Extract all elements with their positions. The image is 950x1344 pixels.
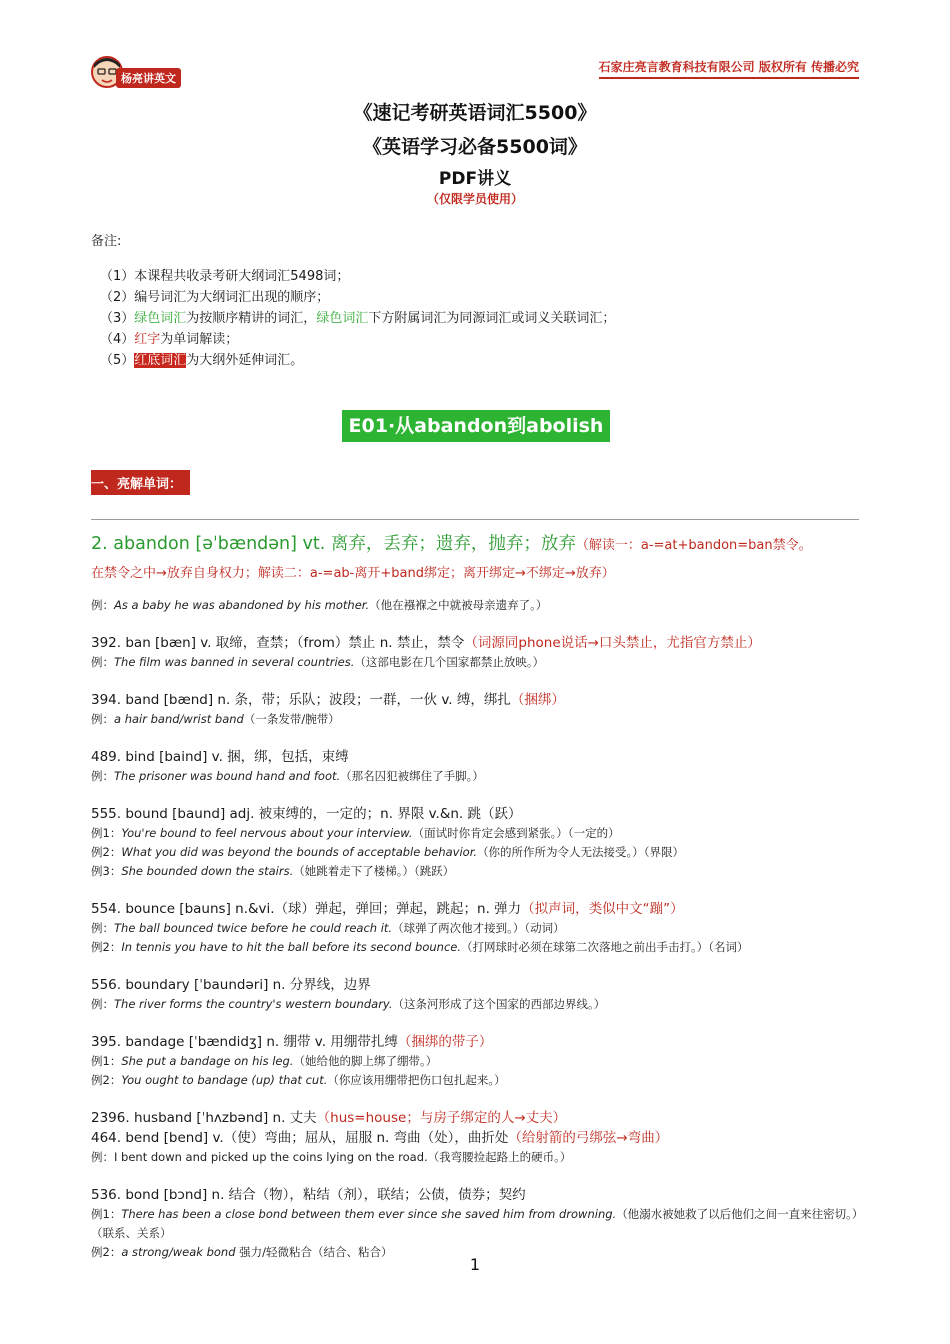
entry-abandon-note: 在禁令之中→放弃自身权力；解读二：a-=ab-离开+band绑定；离开绑定→不绑定→放弃） [91,566,615,581]
example-line: 例：The prisoner was bound hand and foot.（那名囚犯被绑住了手脚。） [91,769,484,783]
example-line: 例2：a strong/weak bond 强力/轻微粘合（结合、粘合） [91,1245,393,1259]
example-line: 例：As a baby he was abandoned by his mother.（他在襁褓之中就被母亲遗弃了。） [91,598,548,612]
note-5: （5）红底词汇为大纲外延伸词汇。 [100,353,304,368]
page-number: 1 [469,1255,481,1274]
note-2: （2）编号词汇为大纲词汇出现的顺序； [100,290,330,305]
example-line: 例：The film was banned in several countries.（这部电影在几个国家都禁止放映。） [91,655,545,669]
entry-ban: 392. ban [bæn] v. 取缔，查禁；（from）禁止 n. 禁止，禁令（词源同phone说话→口头禁止，尤指官方禁止） [91,635,761,651]
example-line: 例2：What you did was beyond the bounds of acceptable behavior.（你的所作所为令人无法接受。）（界限） [91,845,685,859]
section-heading: 一、亮解单词： [91,470,190,495]
doc-restriction: （仅限学员使用） [426,192,523,206]
entry-bend: 464. bend [bend] v.（使）弯曲；屈从，屈服 n. 弯曲（处），曲折处（给射箭的弓绑弦→弯曲） [91,1130,669,1146]
example-line: 例：I bent down and picked up the coins lying on the road.（我弯腰捡起路上的硬币。） [91,1150,572,1164]
example-line: 例2：You ought to bandage (up) that cut.（你应该用绷带把伤口包扎起来。） [91,1073,506,1087]
example-line: 例：a hair band/wrist band（一条发带/腕带） [91,712,340,726]
entry-boundary: 556. boundary [ˈbaundəri] n. 分界线，边界 [91,977,371,993]
entry-bounce: 554. bounce [bauns] n.&vi.（球）弹起，弹回；弹起，跳起；n. 弹力（拟声词，类似中文“蹦”） [91,901,684,917]
example-line: 例1：She put a bandage on his leg.（她给他的脚上绑了绷带。） [91,1054,438,1068]
entry-bound: 555. bound [baund] adj. 被束缚的，一定的；n. 界限 v.&n. 跳（跃） [91,806,522,822]
episode-banner: E01·从abandon到abolish [342,410,610,442]
note-4: （4）红字为单词解读； [100,332,239,347]
notes-list [100,266,615,371]
entry-abandon: 2. abandon [əˈbændən] vt. 离弃，丢弃；遗弃，抛弃；放弃（解读一：a-=at+bandon=ban禁令。 [91,534,812,554]
word-entries [91,530,861,1262]
doc-title-3: PDF讲义 [438,169,512,189]
doc-title-1: 《速记考研英语词汇5500》 [353,102,597,124]
note-1: （1）本课程共收录考研大纲词汇5498词； [100,269,350,284]
brand-logo [88,54,188,94]
divider [91,519,859,520]
logo-wordmark: 杨亮讲英文 [116,68,181,88]
copyright-notice: 石家庄亮言教育科技有限公司 版权所有 传播必究 [599,58,859,79]
entry-band: 394. band [bænd] n. 条，带；乐队；波段；一群，一伙 v. 缚，绑扎（捆绑） [91,692,565,708]
entry-husband: 2396. husband [ˈhʌzbənd] n. 丈夫（hus=house；与房子绑定的人→丈夫） [91,1110,567,1126]
example-line: 例1：You're bound to feel nervous about your interview.（面试时你肯定会感到紧张。）（一定的） [91,826,620,840]
example-line: 例3：She bounded down the stairs.（她跳着走下了楼梯。）（跳跃） [91,864,455,878]
note-3: （3）绿色词汇为按顺序精讲的词汇，绿色词汇下方附属词汇为同源词汇或词义关联词汇； [100,311,616,326]
notes-heading: 备注: [91,234,122,249]
example-line: 例2：In tennis you have to hit the ball before its second bounce.（打网球时必须在球第二次落地之前出手击打。）（名词） [91,940,749,954]
example-line: 例：The ball bounced twice before he could reach it.（球弹了两次他才接到。）（动词） [91,921,565,935]
doc-title-2: 《英语学习必备5500词》 [363,136,587,158]
entry-bandage: 395. bandage [ˈbændidʒ] n. 绷带 v. 用绷带扎缚（捆绑的带子） [91,1034,493,1050]
entry-bind: 489. bind [baind] v. 捆，绑，包括，束缚 [91,749,349,765]
example-line: 例1：There has been a close bond between them ever since she saved him from drowning.（他溺水被她救了以后他们之间一直来往密切。）（联系、关系） [91,1207,858,1240]
example-line: 例：The river forms the country's western boundary.（这条河形成了这个国家的西部边界线。） [91,997,606,1011]
entry-bond: 536. bond [bɔnd] n. 结合（物），粘结（剂），联结；公债，债券；契约 [91,1187,526,1203]
